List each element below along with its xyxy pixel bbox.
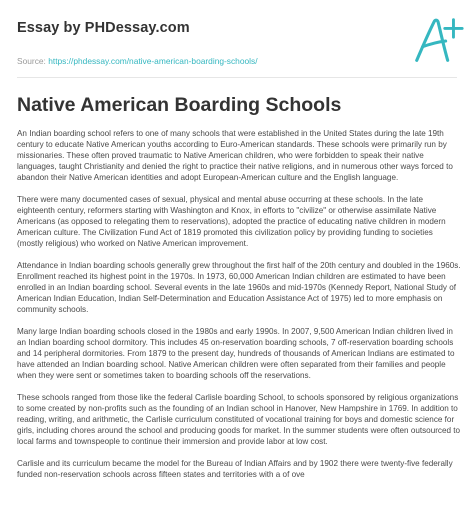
a-plus-logo-icon [409, 12, 467, 70]
source-label: Source: [17, 56, 46, 66]
paragraph: These schools ranged from those like the federal Carlisle boarding School, to schools sponsored by religious organizations to some created by non-profits such as the founding of an Indian school in Hanover, New Hampshire in 1769. In addition to reading, writing, and arithmetic, the Carlisle curriculum constituted of vocational training for boys and domestic science for girls, including chores around the school and producing goods for market. In the summer students were often outsourced to local farms and townspeople to continue their immersion and provide labor at low cost. [17, 393, 461, 446]
essay-body [17, 128, 461, 509]
paragraph: Attendance in Indian boarding schools generally grew throughout the first half of the 20th century and doubled in the 1960s. Enrollment reached its highest point in the 1970s. In 1973, 60,000 American Indian children are estimated to have been enrolled in an Indian boarding school. Several events in the late 1960s and mid-1970s (Kennedy Report, National Study of American Indian Education, Indian Self-Determination and Education Assistance Act of 1975) led to more emphasis on community schools. [17, 261, 461, 314]
brand-title: Essay by PHDessay.com [17, 20, 190, 36]
essay-header [17, 20, 457, 80]
paragraph: An Indian boarding school refers to one of many schools that were established in the United States during the late 19th century to educate Native American youths according to Euro-American standards. These schools were primarily run by missionaries. These often proved traumatic to Native American children, who were forbidden to speak their native languages, taught Christianity and denied the right to practice their native religions, and in numerous other ways forced to abandon their Native American identities and adopt European-American culture and the English language. [17, 129, 453, 182]
page-title: Native American Boarding Schools [17, 94, 342, 116]
paragraph: Carlisle and its curriculum became the model for the Bureau of Indian Affairs and by 1902 there were twenty-five federally funded non-reservation schools across fifteen states and territories with a of ove [17, 459, 453, 479]
source-link[interactable]: https://phdessay.com/native-american-boarding-schools/ [48, 56, 258, 66]
source-line [17, 56, 258, 66]
paragraph: There were many documented cases of sexual, physical and mental abuse occurring at these schools. In the late eighteenth century, reformers starting with Washington and Knox, in efforts to "civilize" or otherwise assimilate Native Americans (as opposed to relegating them to reservations), adopted the practice of educating native children in modern American culture. The Civilization Fund Act of 1819 promoted this civilization policy by providing funding to societies (mostly religious) who worked on Native American improvement. [17, 195, 446, 248]
header-divider [17, 77, 457, 78]
paragraph: Many large Indian boarding schools closed in the 1980s and early 1990s. In 2007, 9,500 American Indian children lived in an Indian boarding school dormitory. This includes 45 on-reservation boarding schools, 7 off-reservation boarding schools and 14 peripheral dormitories. From 1879 to the present day, hundreds of thousands of American Indians are estimated to have attended an Indian boarding school. Native American children were often separated from their families and people when they were sent or sometimes taken to boarding schools off the reservations. [17, 327, 455, 380]
